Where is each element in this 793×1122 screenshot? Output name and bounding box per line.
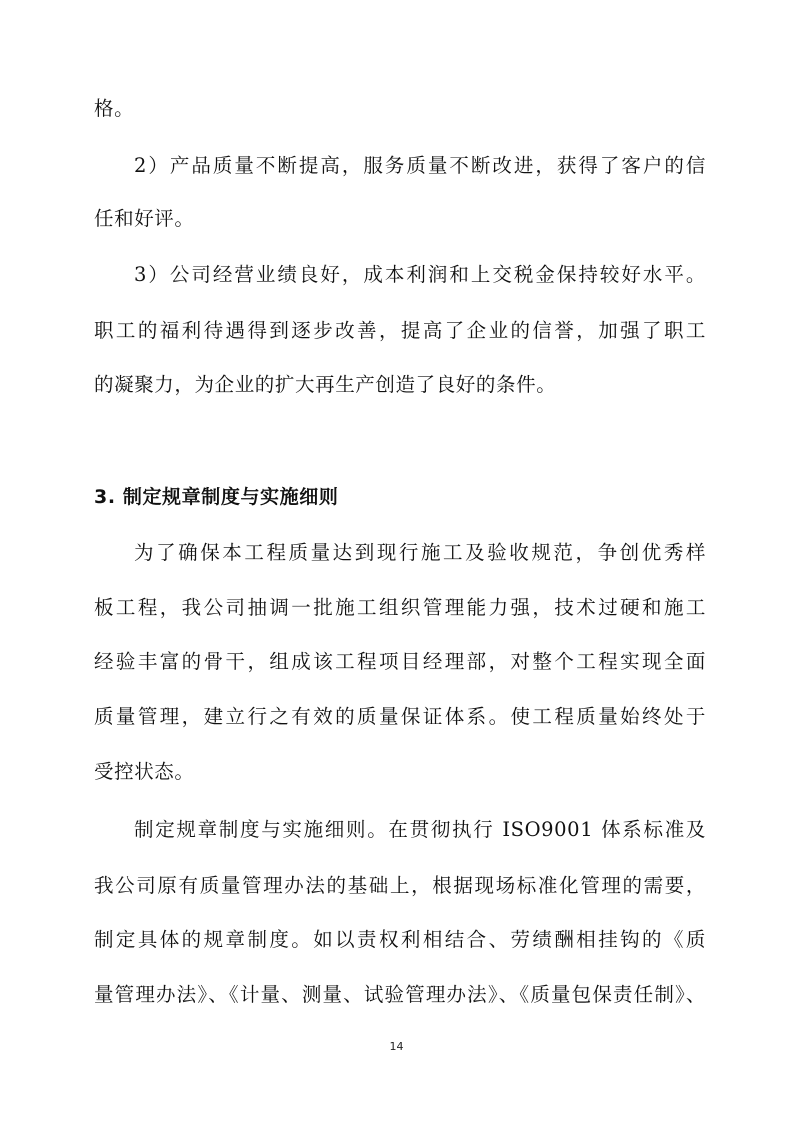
paragraph-line: 受控状态。: [94, 760, 195, 783]
paragraph-line: 格。: [94, 97, 135, 120]
paragraph-line: 板工程，我公司抽调一批施工组织管理能力强，技术过硬和施工: [94, 596, 706, 619]
paragraph-line: 制定具体的规章制度。如以责权利相结合、劳绩酬相挂钩的《质: [94, 928, 706, 951]
paragraph-line: 经验丰富的骨干，组成该工程项目经理部，对整个工程实现全面: [94, 650, 706, 673]
section-heading: 3. 制定规章制度与实施细则: [94, 486, 339, 508]
paragraph-line: 职工的福利待遇得到逐步改善，提高了企业的信誉，加强了职工: [94, 319, 706, 342]
paragraph-line: 我公司原有质量管理办法的基础上，根据现场标准化管理的需要，: [94, 874, 706, 897]
paragraph-line: 为了确保本工程质量达到现行施工及验收规范，争创优秀样: [134, 541, 706, 564]
paragraph-line: 任和好评。: [94, 207, 195, 230]
paragraph-line: 质量管理，建立行之有效的质量保证体系。使工程质量始终处于: [94, 705, 706, 728]
paragraph-line: 2）产品质量不断提高，服务质量不断改进，获得了客户的信: [134, 154, 706, 177]
paragraph-line: 制定规章制度与实施细则。在贯彻执行 ISO9001 体系标准及: [134, 818, 706, 841]
paragraph-line: 3）公司经营业绩良好，成本利润和上交税金保持较好水平。: [134, 263, 706, 286]
paragraph-line: 量管理办法》、《计量、测量、试验管理办法》、《质量包保责任制》、: [94, 983, 706, 1006]
paragraph-line: 的凝聚力，为企业的扩大再生产创造了良好的条件。: [94, 373, 557, 396]
page-number: 14: [389, 1040, 404, 1053]
